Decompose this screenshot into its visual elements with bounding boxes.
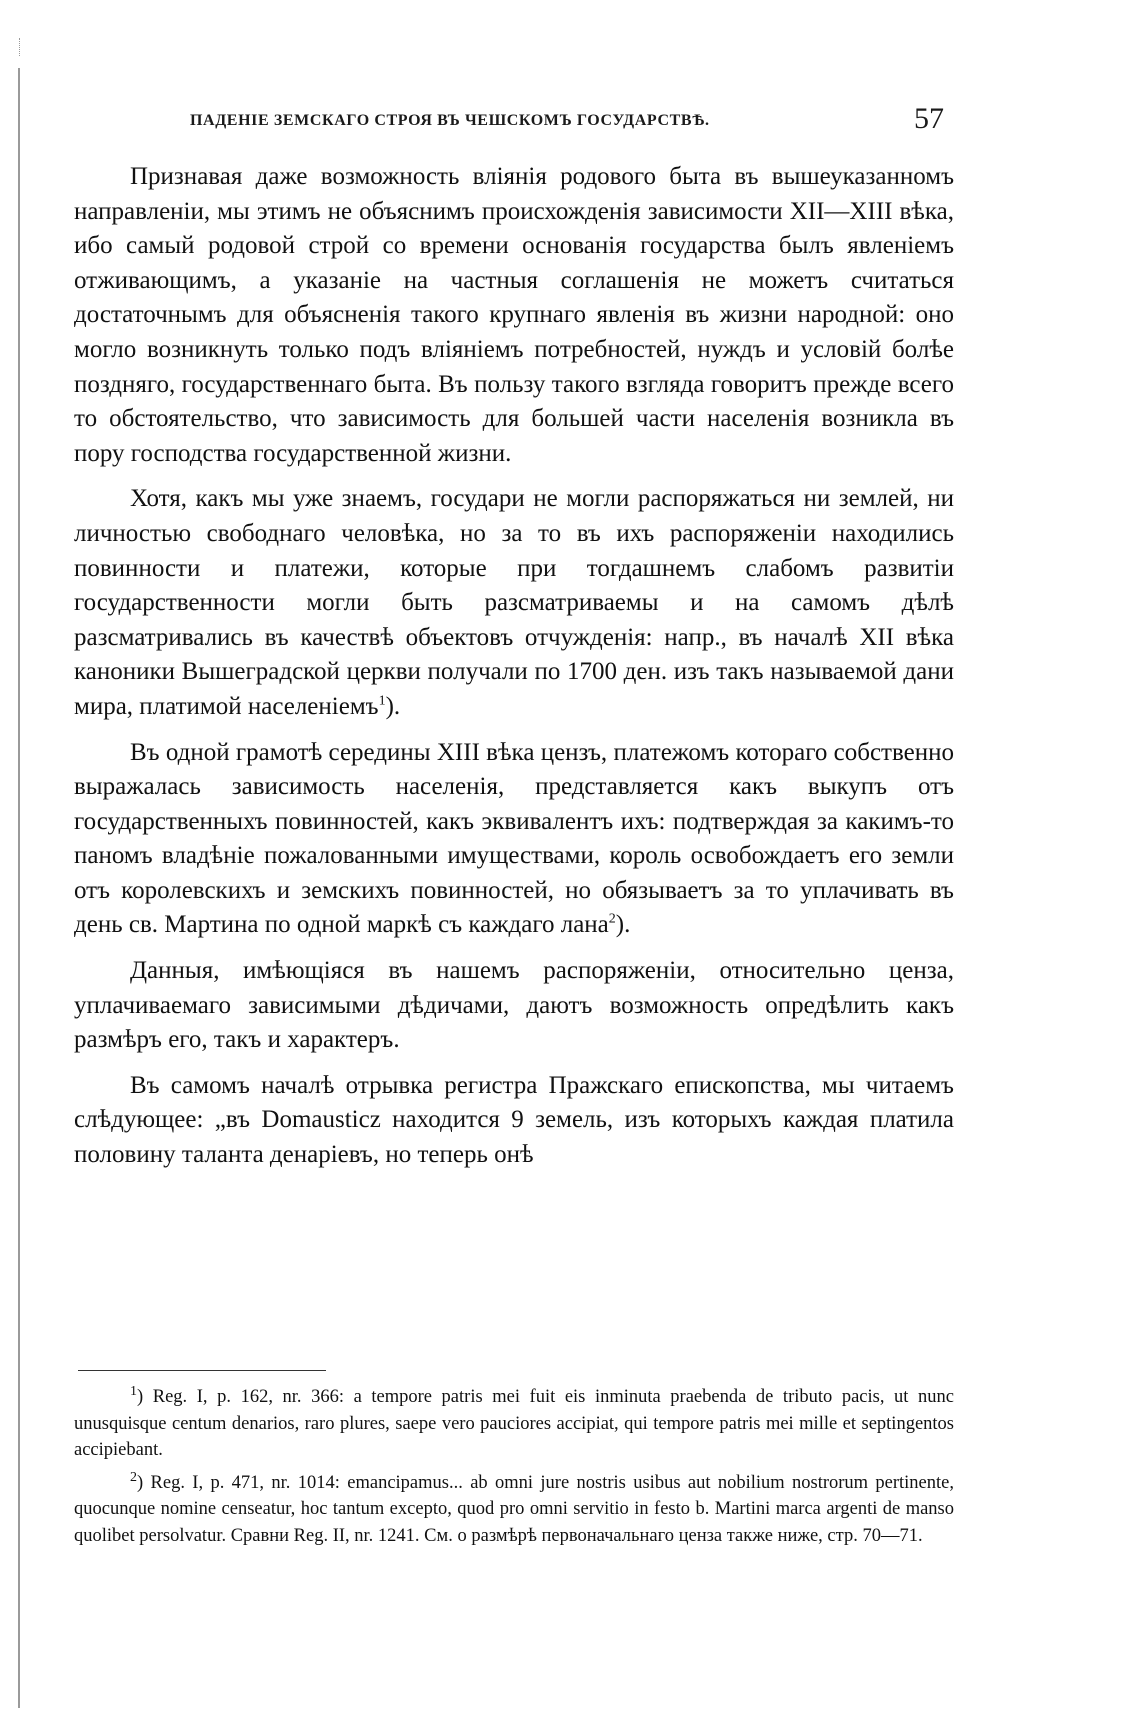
footnote-mark: 1 [130,1383,137,1399]
footnote-text: ) Reg. I, p. 471, nr. 1014: emancipamus... ab omni jure nostris usibus aut nobilium nostrorum pertinente, quocunque nomine censeatur, hoc tantum excepto, quod pro omni servitio in festo b. Martini marca argenti de manso quolibet persolvatur. Сравни Reg. II, nr. 1241. См. о размѣрѣ первоначальнаго ценза также ниже, стр. 70—71. [74,1472,954,1546]
footnote-mark: 2 [130,1469,137,1485]
footnotes [74,1384,954,1555]
binding-mark [19,38,21,56]
paragraph [74,482,954,724]
footnote-ref[interactable]: 1 [378,693,386,709]
paragraph [74,954,954,1058]
footnote-text: ) Reg. I, p. 162, nr. 366: a tempore patris mei fuit eis inminuta praebenda de tributo pacis, ut nunc unusquisque centum denarios, raro plures, saepe vero pauciores accipiat, qui tempore patris mei mille et septingentos accipiebant. [74,1387,954,1460]
paragraph-tail: ). [385,692,401,720]
running-title: ПАДЕНІЕ ЗЕМСКАГО СТРОЯ ВЪ ЧЕШСКОМЪ ГОСУДАРСТВѢ. [190,112,710,129]
page-header [78,102,950,138]
paragraph [74,1069,954,1173]
paragraph-text: Хотя, какъ мы уже знаемъ, государи не могли распоряжаться ни землей, ни личностью свободнаго человѣка, но за то въ ихъ распоряженіи находились повинности и платежи, которые при тогдашнемъ слабомъ развитіи государственности могли быть разсматриваемы и на самомъ дѣлѣ разсматривались въ качествѣ объектовъ отчужденія: напр., въ началѣ XII вѣка каноники Вышеградской церкви получали по 1700 ден. изъ такъ называемой дани мира, платимой населеніемъ [74,485,954,720]
paragraph [74,160,954,471]
paragraph-text: Въ самомъ началѣ отрывка регистра Пражскаго епископства, мы читаемъ слѣдующее: „въ Domausticz находится 9 земель, изъ которыхъ каждая платила половину таланта денаріевъ, но теперь онѣ [74,1071,954,1169]
page-number: 57 [914,102,944,135]
paragraph [74,736,954,944]
footnote-divider [78,1370,326,1371]
page-edge-line [18,68,20,1708]
paragraph-text: Признавая даже возможность вліянія родового быта въ вышеуказанномъ направленіи, мы этимъ не объяснимъ происхожденія зависимости XII—XIII вѣка, ибо самый родовой строй со времени основанія государства былъ явленіемъ отживающимъ, а указаніе на частныя соглашенія не можетъ считаться достаточнымъ для объясненія такого крупнаго явленія въ жизни народной: оно могло возникнуть только подъ вліяніемъ потребностей, нуждъ и условій болѣе поздняго, государственнаго быта. Въ пользу такого взгляда говоритъ прежде всего то обстоятельство, что зависимость для большей части населенія возникла въ пору господства государственной жизни. [74,163,954,467]
footnote [74,1384,954,1464]
footnote [74,1470,954,1550]
footnote-ref[interactable]: 2 [608,912,616,928]
main-text [74,160,954,1184]
paragraph-text: Въ одной грамотѣ середины XIII вѣка цензъ, платежомъ котораго собственно выражалась зависимость населенія, представляется какъ выкупъ отъ государственныхъ повинностей, какъ эквивалентъ ихъ: подтверждая за какимъ-то паномъ владѣніе пожалованными имуществами, король освобождаетъ его земли отъ королевскихъ и земскихъ повинностей, но обязываетъ за то уплачивать въ день св. Мартина по одной маркѣ съ каждаго лана [74,738,954,939]
paragraph-text: Данныя, имѣющіяся въ нашемъ распоряженіи, относительно ценза, уплачиваемаго зависимыми дѣдичами, даютъ возможность опредѣлить какъ размѣръ его, такъ и характеръ. [74,957,954,1054]
paragraph-tail: ). [615,911,631,939]
